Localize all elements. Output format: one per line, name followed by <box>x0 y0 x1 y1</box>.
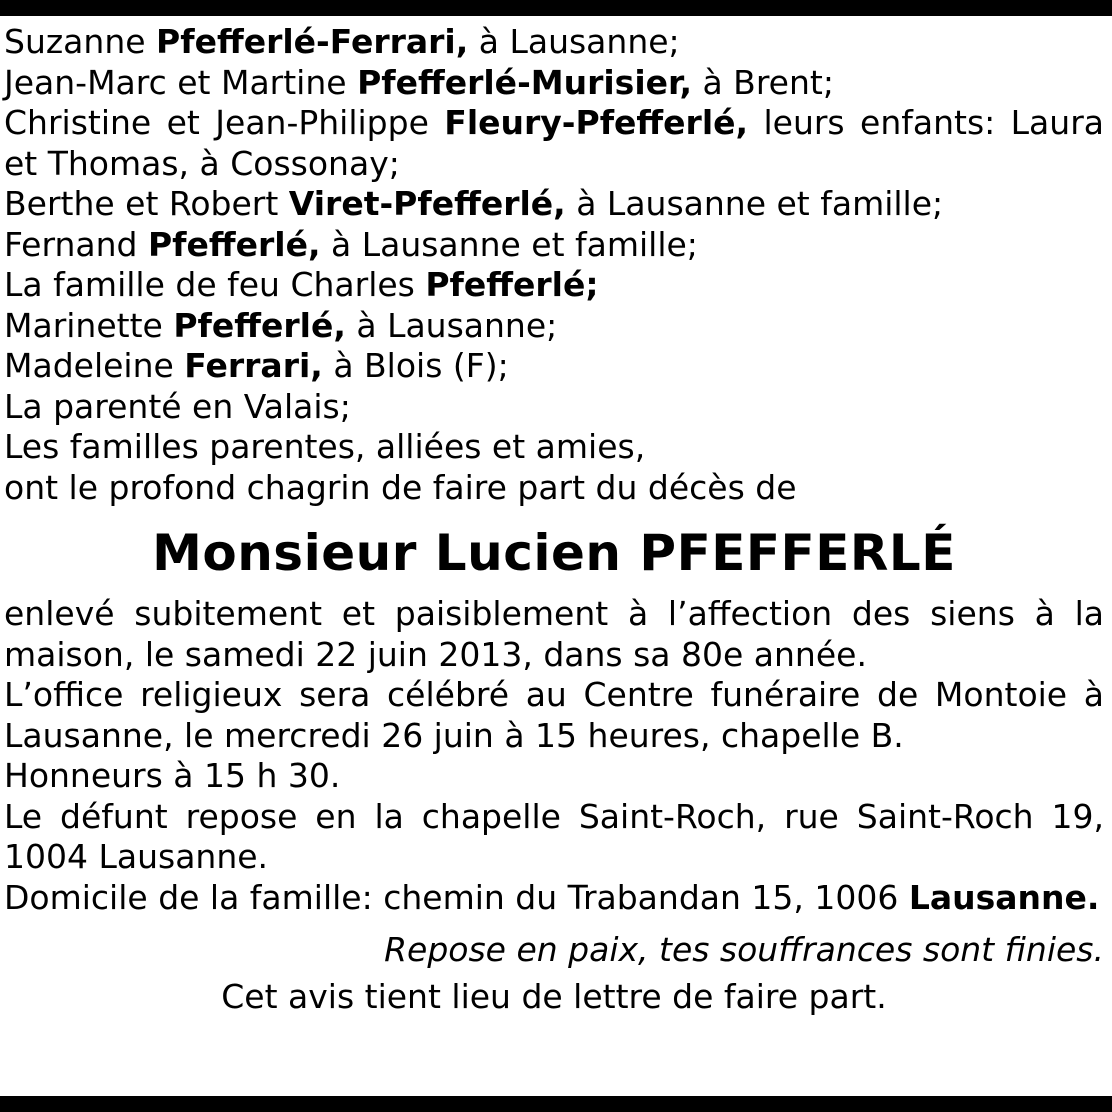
survivor-prefix: Berthe et Robert <box>4 184 289 223</box>
survivor-suffix: à Lausanne et famille; <box>320 224 698 264</box>
epitaph: Repose en paix, tes souffrances sont finies. <box>384 930 1104 969</box>
survivor-name: Pfefferlé-Murisier, <box>357 62 692 102</box>
survivor-prefix: Marinette <box>4 305 174 345</box>
family-address-line <box>4 878 1104 919</box>
survivor-prefix: Madeleine <box>4 346 185 385</box>
survivor-name: Viret-Pfefferlé, <box>288 184 566 223</box>
top-rule <box>0 0 1112 16</box>
survivor-name: Pfefferlé, <box>147 224 321 264</box>
survivor-name: Fleury-Pfefferlé, <box>444 103 749 142</box>
survivor-prefix: La famille de feu Charles <box>4 265 426 304</box>
survivor-line <box>4 265 1104 306</box>
survivor-prefix: Fernand <box>4 224 148 264</box>
survivor-prefix: Suzanne <box>4 22 157 61</box>
survivor-prefix: Les familles parentes, alliées et amies, <box>4 427 646 466</box>
survivor-line <box>4 225 1104 266</box>
survivor-line <box>4 63 1104 104</box>
survivor-line <box>4 387 1104 428</box>
survivor-line <box>4 306 1104 347</box>
deceased-name: Monsieur Lucien PFEFFERLÉ <box>152 524 956 582</box>
survivor-name: Pfefferlé, <box>173 305 346 345</box>
death-details-paragraph: enlevé subitement et paisiblement à l’affection des siens à la maison, le samedi 22 juin 2013, dans sa 80e année. <box>4 594 1104 674</box>
survivor-suffix: à Lausanne; <box>345 305 558 345</box>
survivor-name: Pfefferlé; <box>425 265 599 304</box>
survivor-prefix: La parenté en Valais; <box>4 386 351 426</box>
survivor-suffix: leurs enfants: Laura et Thomas, à Cossonay; <box>4 103 1104 183</box>
survivor-prefix: Jean-Marc et Martine <box>4 62 358 102</box>
closing-note: Cet avis tient lieu de lettre de faire part. <box>221 976 887 1016</box>
survivor-suffix: à Blois (F); <box>322 346 509 385</box>
survivor-suffix: à Lausanne et famille; <box>565 184 944 223</box>
service-details-paragraph: L’office religieux sera célébré au Centre funéraire de Montoie à Lausanne, le mercredi 26 juin à 15 heures, chapelle B. <box>4 675 1104 755</box>
survivor-line <box>4 427 1104 468</box>
address-city: Lausanne. <box>908 877 1100 917</box>
repose-location-paragraph: Le défunt repose en la chapelle Saint-Roch, rue Saint-Roch 19, 1004 Lausanne. <box>4 796 1104 876</box>
survivor-prefix: Christine et Jean-Philippe <box>4 103 445 142</box>
bottom-rule <box>0 1096 1112 1112</box>
survivor-line <box>4 22 1104 63</box>
notice-body <box>0 16 1112 1017</box>
survivor-line <box>4 346 1104 387</box>
announcement-line: ont le profond chagrin de faire part du décès de <box>4 467 797 507</box>
survivor-name: Ferrari, <box>184 346 323 385</box>
honors-line: Honneurs à 15 h 30. <box>4 756 341 795</box>
address-prefix: Domicile de la famille: chemin du Trabandan 15, 1006 <box>4 877 909 917</box>
survivor-line <box>4 103 1104 184</box>
survivor-name: Pfefferlé-Ferrari, <box>156 22 469 61</box>
survivor-line <box>4 184 1104 225</box>
survivor-suffix: à Brent; <box>691 62 834 102</box>
survivor-suffix: à Lausanne; <box>468 22 680 61</box>
